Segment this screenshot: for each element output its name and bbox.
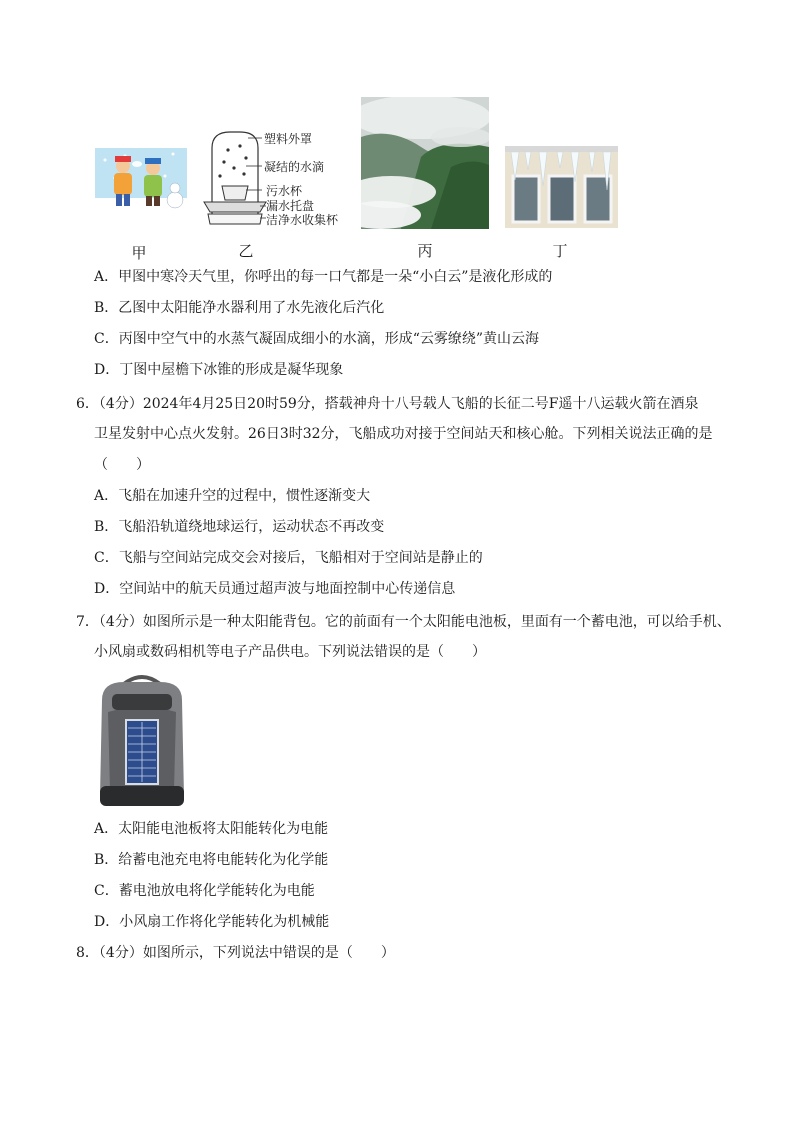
purifier-label-cover: 塑料外罩 (264, 132, 313, 146)
q7-option-c: C．蓄电池放电将化学能转化为电能 (94, 883, 315, 899)
caption-jia: 甲 (131, 244, 147, 262)
q5-option-b: B．乙图中太阳能净水器利用了水先液化后汽化 (94, 300, 385, 316)
q6-option-a: A．飞船在加速升空的过程中，惯性逐渐变大 (94, 488, 371, 504)
q8-stem-line1: 8．（4分）如图所示，下列说法中错误的是（ ） (76, 945, 395, 961)
figure-jia-winter-illustration (95, 148, 187, 218)
q6-option-c: C．飞船与空间站完成交会对接后，飞船相对于空间站是静止的 (94, 550, 483, 566)
q6-option-d: D．空间站中的航天员通过超声波与地面控制中心传递信息 (94, 581, 456, 597)
caption-ding: 丁 (552, 242, 568, 260)
figure-ding-icicles-photo (505, 146, 618, 228)
q6-stem-line1: 6．（4分）2024年4月25日20时59分，搭载神舟十八号载人飞船的长征二号F遥十八运载火箭在酒泉 (76, 396, 699, 412)
q6-stem-line3: （ ） (94, 457, 150, 473)
purifier-label-tray: 漏水托盘 (266, 199, 315, 213)
q5-option-a: A．甲图中寒冷天气里，你呼出的每一口气都是一朵“小白云”是液化形成的 (94, 269, 553, 285)
caption-bing: 丙 (417, 242, 433, 260)
q7-stem-line2: 小风扇或数码相机等电子产品供电。下列说法错误的是（ ） (94, 644, 486, 660)
q7-option-a: A．太阳能电池板将太阳能转化为电能 (94, 821, 329, 837)
q7-option-b: B．给蓄电池充电将电能转化为化学能 (94, 852, 329, 868)
q5-option-c: C．丙图中空气中的水蒸气凝固成细小的水滴，形成“云雾缭绕”黄山云海 (94, 331, 540, 347)
purifier-label-dirty-cup: 污水杯 (266, 184, 303, 198)
figure-solar-backpack-photo (94, 672, 190, 808)
q5-option-d: D．丁图中屋檐下冰锥的形成是凝华现象 (94, 362, 344, 378)
q7-option-d: D．小风扇工作将化学能转化为机械能 (94, 914, 330, 930)
purifier-label-clean-cup: 洁净水收集杯 (266, 213, 339, 227)
q6-stem-line2: 卫星发射中心点火发射。26日3时32分，飞船成功对接于空间站天和核心舱。下列相关说法正确的是 (94, 426, 713, 442)
q6-option-b: B．飞船沿轨道绕地球运行，运动状态不再改变 (94, 519, 385, 535)
purifier-label-droplets: 凝结的水滴 (264, 160, 325, 174)
caption-yi: 乙 (238, 242, 254, 260)
figure-bing-mountain-clouds-photo (361, 97, 489, 229)
q7-stem-line1: 7．（4分）如图所示是一种太阳能背包。它的前面有一个太阳能电池板，里面有一个蓄电池，可以给手机、 (76, 614, 731, 630)
